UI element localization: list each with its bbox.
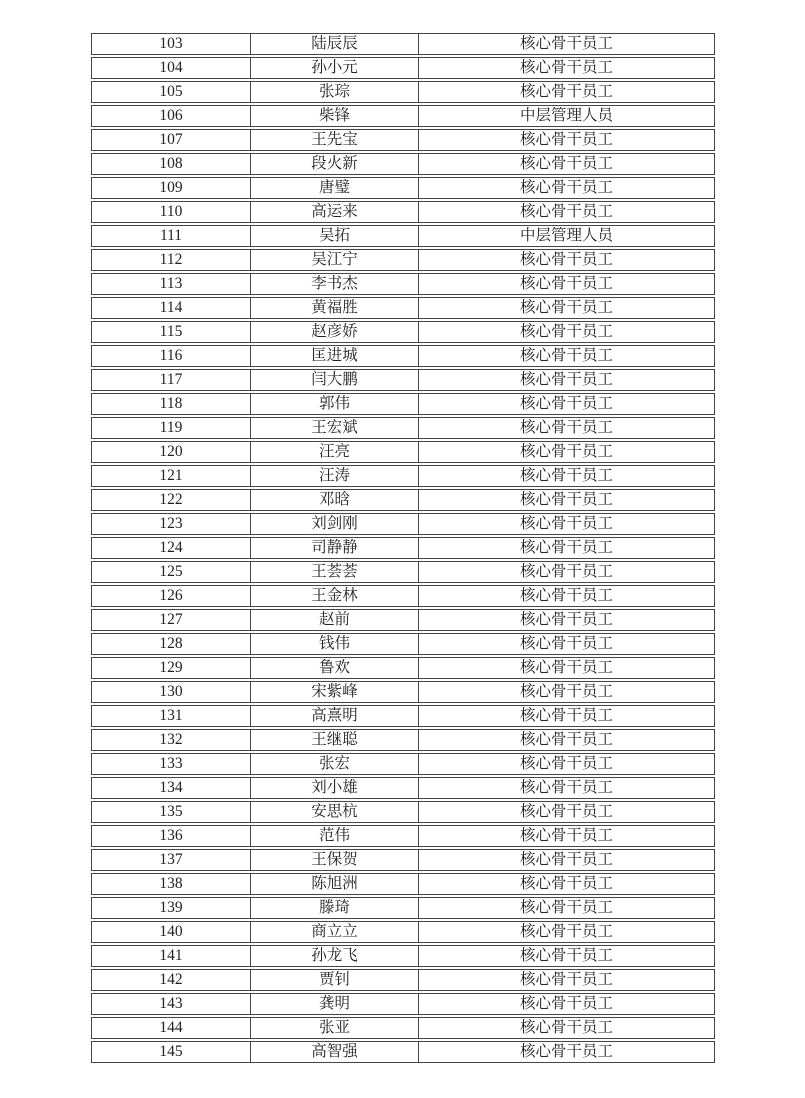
cell-row-number: 109 (91, 177, 250, 199)
cell-employee-name: 鲁欢 (250, 657, 418, 679)
cell-row-number: 132 (91, 729, 250, 751)
cell-employee-category: 核心骨干员工 (418, 921, 715, 943)
cell-employee-name: 范伟 (250, 825, 418, 847)
cell-employee-name: 孙龙飞 (250, 945, 418, 967)
cell-row-number: 110 (91, 201, 250, 223)
cell-employee-name: 刘小雄 (250, 777, 418, 799)
table-row (91, 681, 715, 703)
cell-row-number: 139 (91, 897, 250, 919)
cell-row-number: 120 (91, 441, 250, 463)
cell-employee-category: 核心骨干员工 (418, 681, 715, 703)
cell-row-number: 135 (91, 801, 250, 823)
cell-employee-category: 核心骨干员工 (418, 345, 715, 367)
cell-employee-name: 王继聪 (250, 729, 418, 751)
cell-employee-name: 高智强 (250, 1041, 418, 1063)
cell-employee-name: 高运来 (250, 201, 418, 223)
cell-employee-name: 王荟荟 (250, 561, 418, 583)
cell-employee-category: 核心骨干员工 (418, 369, 715, 391)
cell-employee-category: 核心骨干员工 (418, 801, 715, 823)
cell-row-number: 127 (91, 609, 250, 631)
cell-employee-category: 核心骨干员工 (418, 849, 715, 871)
cell-employee-category: 核心骨干员工 (418, 81, 715, 103)
table-row (91, 369, 715, 391)
cell-employee-category: 核心骨干员工 (418, 969, 715, 991)
cell-employee-category: 核心骨干员工 (418, 33, 715, 55)
cell-employee-category: 核心骨干员工 (418, 489, 715, 511)
cell-employee-name: 宋紫峰 (250, 681, 418, 703)
cell-employee-category: 核心骨干员工 (418, 777, 715, 799)
cell-employee-category: 核心骨干员工 (418, 249, 715, 271)
cell-row-number: 103 (91, 33, 250, 55)
cell-row-number: 138 (91, 873, 250, 895)
cell-employee-category: 核心骨干员工 (418, 993, 715, 1015)
table-row (91, 201, 715, 223)
table-row (91, 897, 715, 919)
cell-employee-name: 闫大鹏 (250, 369, 418, 391)
cell-employee-name: 李书杰 (250, 273, 418, 295)
cell-employee-name: 王先宝 (250, 129, 418, 151)
cell-employee-name: 商立立 (250, 921, 418, 943)
cell-employee-category: 核心骨干员工 (418, 561, 715, 583)
cell-employee-name: 吴拓 (250, 225, 418, 247)
cell-employee-category: 核心骨干员工 (418, 465, 715, 487)
cell-employee-category: 核心骨干员工 (418, 873, 715, 895)
cell-employee-name: 钱伟 (250, 633, 418, 655)
cell-employee-name: 赵前 (250, 609, 418, 631)
table-row (91, 489, 715, 511)
table-row (91, 777, 715, 799)
cell-employee-category: 核心骨干员工 (418, 321, 715, 343)
cell-employee-name: 黄福胜 (250, 297, 418, 319)
cell-row-number: 128 (91, 633, 250, 655)
cell-row-number: 124 (91, 537, 250, 559)
cell-row-number: 145 (91, 1041, 250, 1063)
table-row (91, 849, 715, 871)
cell-employee-category: 核心骨干员工 (418, 57, 715, 79)
table-row (91, 993, 715, 1015)
employee-roster-table (91, 31, 715, 1065)
cell-row-number: 113 (91, 273, 250, 295)
cell-employee-category: 核心骨干员工 (418, 441, 715, 463)
table-row (91, 729, 715, 751)
cell-row-number: 106 (91, 105, 250, 127)
cell-employee-name: 龚明 (250, 993, 418, 1015)
cell-row-number: 116 (91, 345, 250, 367)
cell-row-number: 130 (91, 681, 250, 703)
table-row (91, 177, 715, 199)
table-row (91, 873, 715, 895)
table-row (91, 273, 715, 295)
cell-employee-category: 核心骨干员工 (418, 705, 715, 727)
cell-employee-name: 柴锋 (250, 105, 418, 127)
cell-employee-name: 贾钊 (250, 969, 418, 991)
cell-employee-name: 滕琦 (250, 897, 418, 919)
cell-employee-category: 核心骨干员工 (418, 897, 715, 919)
table-row (91, 1041, 715, 1063)
cell-row-number: 108 (91, 153, 250, 175)
table-row (91, 801, 715, 823)
cell-row-number: 123 (91, 513, 250, 535)
cell-employee-category: 核心骨干员工 (418, 585, 715, 607)
table-row (91, 825, 715, 847)
cell-row-number: 111 (91, 225, 250, 247)
table-row (91, 969, 715, 991)
table-row (91, 105, 715, 127)
cell-row-number: 136 (91, 825, 250, 847)
cell-row-number: 142 (91, 969, 250, 991)
cell-row-number: 122 (91, 489, 250, 511)
table-row (91, 537, 715, 559)
table-row (91, 633, 715, 655)
cell-employee-category: 核心骨干员工 (418, 201, 715, 223)
cell-row-number: 133 (91, 753, 250, 775)
cell-row-number: 131 (91, 705, 250, 727)
cell-employee-category: 核心骨干员工 (418, 729, 715, 751)
cell-employee-name: 安思杭 (250, 801, 418, 823)
cell-employee-name: 张亚 (250, 1017, 418, 1039)
table-row (91, 297, 715, 319)
cell-employee-category: 核心骨干员工 (418, 657, 715, 679)
table-row (91, 513, 715, 535)
cell-employee-category: 核心骨干员工 (418, 753, 715, 775)
table-body (91, 33, 715, 1063)
cell-employee-name: 王宏斌 (250, 417, 418, 439)
cell-employee-name: 陆辰辰 (250, 33, 418, 55)
cell-employee-name: 段火新 (250, 153, 418, 175)
table-row (91, 33, 715, 55)
cell-employee-name: 刘剑刚 (250, 513, 418, 535)
cell-row-number: 134 (91, 777, 250, 799)
cell-employee-category: 核心骨干员工 (418, 1017, 715, 1039)
table-row (91, 945, 715, 967)
cell-employee-name: 司静静 (250, 537, 418, 559)
cell-employee-name: 匡进城 (250, 345, 418, 367)
table-row (91, 921, 715, 943)
cell-employee-name: 汪涛 (250, 465, 418, 487)
cell-employee-name: 汪亮 (250, 441, 418, 463)
cell-row-number: 126 (91, 585, 250, 607)
cell-employee-category: 核心骨干员工 (418, 537, 715, 559)
table-row (91, 81, 715, 103)
cell-employee-category: 核心骨干员工 (418, 393, 715, 415)
cell-row-number: 107 (91, 129, 250, 151)
cell-employee-name: 张琮 (250, 81, 418, 103)
cell-employee-name: 高熹明 (250, 705, 418, 727)
cell-row-number: 119 (91, 417, 250, 439)
cell-row-number: 143 (91, 993, 250, 1015)
cell-employee-category: 核心骨干员工 (418, 825, 715, 847)
table-row (91, 225, 715, 247)
cell-row-number: 141 (91, 945, 250, 967)
cell-row-number: 144 (91, 1017, 250, 1039)
cell-employee-category: 核心骨干员工 (418, 177, 715, 199)
cell-row-number: 104 (91, 57, 250, 79)
cell-employee-category: 核心骨干员工 (418, 1041, 715, 1063)
cell-employee-name: 陈旭洲 (250, 873, 418, 895)
table-row (91, 465, 715, 487)
cell-employee-category: 核心骨干员工 (418, 633, 715, 655)
table-row (91, 249, 715, 271)
cell-row-number: 140 (91, 921, 250, 943)
cell-row-number: 137 (91, 849, 250, 871)
table-row (91, 57, 715, 79)
table-row (91, 153, 715, 175)
cell-row-number: 125 (91, 561, 250, 583)
cell-row-number: 117 (91, 369, 250, 391)
cell-employee-name: 吴江宁 (250, 249, 418, 271)
table-row (91, 609, 715, 631)
cell-employee-category: 核心骨干员工 (418, 609, 715, 631)
cell-row-number: 105 (91, 81, 250, 103)
cell-row-number: 115 (91, 321, 250, 343)
cell-employee-name: 唐璧 (250, 177, 418, 199)
table-row (91, 321, 715, 343)
cell-employee-name: 孙小元 (250, 57, 418, 79)
cell-row-number: 129 (91, 657, 250, 679)
table-row (91, 657, 715, 679)
table-row (91, 393, 715, 415)
table-row (91, 1017, 715, 1039)
cell-employee-category: 中层管理人员 (418, 225, 715, 247)
table-row (91, 585, 715, 607)
cell-employee-category: 核心骨干员工 (418, 129, 715, 151)
cell-row-number: 118 (91, 393, 250, 415)
cell-employee-name: 王金林 (250, 585, 418, 607)
cell-row-number: 112 (91, 249, 250, 271)
cell-employee-name: 邓晗 (250, 489, 418, 511)
cell-employee-category: 核心骨干员工 (418, 945, 715, 967)
cell-employee-category: 核心骨干员工 (418, 297, 715, 319)
table-row (91, 441, 715, 463)
table-row (91, 561, 715, 583)
cell-row-number: 114 (91, 297, 250, 319)
cell-employee-name: 王保贺 (250, 849, 418, 871)
cell-employee-name: 张宏 (250, 753, 418, 775)
table-row (91, 705, 715, 727)
cell-employee-name: 赵彦娇 (250, 321, 418, 343)
cell-employee-category: 中层管理人员 (418, 105, 715, 127)
table-row (91, 417, 715, 439)
cell-employee-category: 核心骨干员工 (418, 417, 715, 439)
cell-employee-name: 郭伟 (250, 393, 418, 415)
table-row (91, 753, 715, 775)
cell-row-number: 121 (91, 465, 250, 487)
table-row (91, 345, 715, 367)
table-row (91, 129, 715, 151)
cell-employee-category: 核心骨干员工 (418, 273, 715, 295)
cell-employee-category: 核心骨干员工 (418, 153, 715, 175)
cell-employee-category: 核心骨干员工 (418, 513, 715, 535)
